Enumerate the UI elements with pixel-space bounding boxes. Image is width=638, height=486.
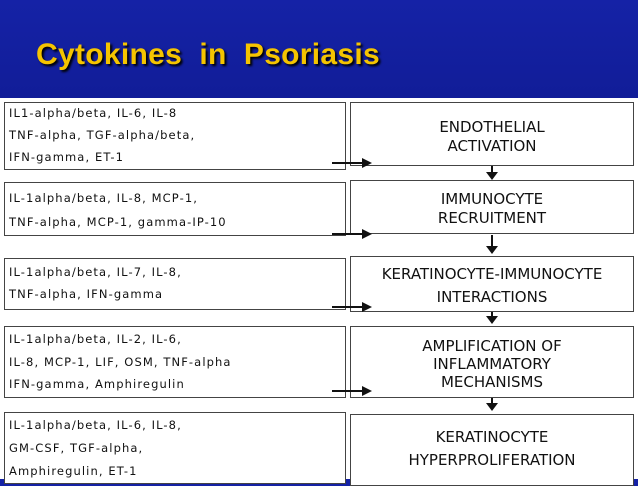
arrow-line: [332, 233, 364, 235]
cytokine-flow-diagram: [0, 98, 638, 479]
down-arrow-head: [486, 403, 498, 411]
cytokine-line: TNF-alpha, IFN-gamma: [9, 287, 164, 301]
process-box-5: [350, 414, 634, 486]
arrow-head: [362, 229, 372, 239]
cytokine-box-5: [4, 412, 346, 484]
cytokine-box-2: [4, 182, 346, 236]
process-line: AMPLIFICATION OF: [422, 337, 562, 355]
cytokine-line: IL-1alpha/beta, IL-2, IL-6,: [9, 332, 182, 346]
arrow-head: [362, 158, 372, 168]
arrow-head: [362, 302, 372, 312]
cytokine-line: IFN-gamma, Amphiregulin: [9, 377, 185, 391]
cytokine-line: IL-1alpha/beta, IL-7, IL-8,: [9, 265, 182, 279]
process-line: INTERACTIONS: [436, 288, 548, 306]
cytokine-box-4: [4, 326, 346, 398]
arrow-line: [332, 162, 364, 164]
cytokine-box-1: [4, 102, 346, 170]
cytokine-box-3: [4, 258, 346, 310]
cytokine-line: TNF-alpha, TGF-alpha/beta,: [9, 128, 196, 142]
process-line: INFLAMMATORY: [433, 355, 551, 373]
arrow-line: [332, 306, 364, 308]
process-line: HYPERPROLIFERATION: [408, 451, 576, 469]
cytokine-line: IL-8, MCP-1, LIF, OSM, TNF-alpha: [9, 355, 232, 369]
cytokine-line: IL-1alpha/beta, IL-8, MCP-1,: [9, 191, 198, 205]
process-line: KERATINOCYTE-IMMUNOCYTE: [381, 265, 603, 283]
process-line: ENDOTHELIAL: [439, 118, 545, 136]
down-arrow-head: [486, 172, 498, 180]
down-arrow-head: [486, 316, 498, 324]
cytokine-line: Amphiregulin, ET-1: [9, 464, 138, 478]
cytokine-line: TNF-alpha, MCP-1, gamma-IP-10: [9, 215, 227, 229]
cytokine-line: IL-1alpha/beta, IL-6, IL-8,: [9, 418, 182, 432]
process-box-3: [350, 256, 634, 312]
process-line: ACTIVATION: [447, 137, 537, 155]
process-line: IMMUNOCYTE: [440, 190, 544, 208]
process-line: KERATINOCYTE: [435, 428, 549, 446]
arrow-line: [332, 390, 364, 392]
process-box-2: [350, 180, 634, 234]
cytokine-line: IL1-alpha/beta, IL-6, IL-8: [9, 106, 178, 120]
process-line: MECHANISMS: [440, 373, 544, 391]
cytokine-line: IFN-gamma, ET-1: [9, 150, 125, 164]
slide-title: Cytokines in Psoriasis: [36, 38, 380, 71]
arrow-head: [362, 386, 372, 396]
process-box-4: [350, 326, 634, 398]
process-line: RECRUITMENT: [437, 209, 547, 227]
down-arrow-head: [486, 246, 498, 254]
cytokine-line: GM-CSF, TGF-alpha,: [9, 441, 144, 455]
process-box-1: [350, 102, 634, 166]
